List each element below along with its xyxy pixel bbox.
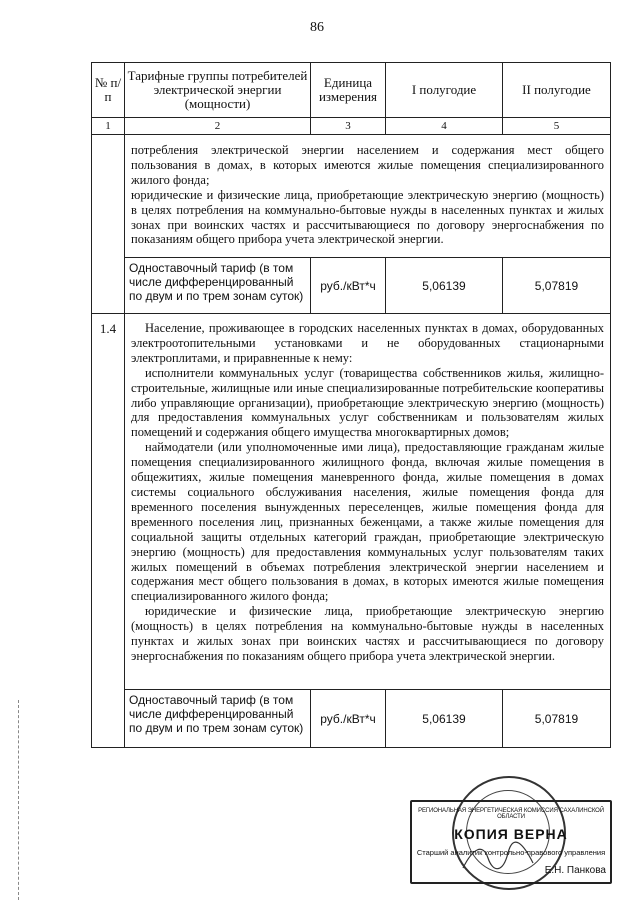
margin-line [18, 700, 19, 900]
cont-row-number [91, 134, 125, 314]
section-1-4-number-cell [91, 313, 125, 748]
cont-tariff-label: Одноставочный тариф (в том числе дифференцированный по двум и по трем зонам суток) [124, 257, 311, 314]
cont-paragraph: потребления электрической энергии населением и содержания мест общего пользования в домах, в которых имеются жилые помещения специализированного жилого фонда; [131, 143, 604, 187]
col-number-2: 2 [124, 117, 311, 135]
section-tariff-label: Одноставочный тариф (в том числе дифференцированный по двум и по трем зонам суток) [124, 689, 311, 748]
stamp-title: КОПИЯ ВЕРНА [454, 826, 568, 842]
page-number: 86 [310, 20, 324, 35]
section-paragraph: юридические и физические лица, приобретающие электрическую энергию (мощность) в целях потребления на коммунально-бытовые нужды в населенных пунктах и жилых зонах при воинских частях и рассчитывающиеся по договору энергоснабжения по показаниям общего прибора учета электрической энергии. [131, 604, 604, 663]
signature-icon [458, 838, 538, 878]
cont-tariff-h1: 5,06139 [385, 257, 503, 314]
section-tariff-unit: руб./кВт*ч [310, 689, 386, 748]
section-tariff-h1: 5,06139 [385, 689, 503, 748]
col-number-3: 3 [310, 117, 386, 135]
col-number-5: 5 [502, 117, 611, 135]
stamp-position: Старший аналитик контрольно-правового управления [416, 848, 606, 857]
col-number-1: 1 [91, 117, 125, 135]
cont-paragraph: юридические и физические лица, приобретающие электрическую энергию (мощность) в целях потребления на коммунально-бытовые нужды в населенных пунктах и жилых зонах при воинских частях и рассчитывающиеся по договору энергоснабжения по показаниям общего прибора учета электрической энергии. [131, 187, 604, 247]
section-paragraph: исполнители коммунальных услуг (товарищества собственников жилья, жилищно-строительные, жилищные или иные специализированные потребительские кооперативы либо управляющие организации), приобретающие электрическую энергию (мощность) для предоставления коммунальных услуг собственникам и пользователям жилых помещений и содержания общего имущества многоквартирных домов; [131, 365, 604, 440]
header-col-tariff-group: Тарифные группы потребителей электрической энергии (мощности) [124, 62, 311, 118]
section-paragraph: Население, проживающее в городских населенных пунктах в домах, оборудованных электроотопительными установками и не оборудованных стационарными электроплитами, и приравненные к нему: [131, 321, 604, 365]
section-tariff-h2: 5,07819 [502, 689, 611, 748]
col-number-4: 4 [385, 117, 503, 135]
cont-text-cell [124, 134, 611, 258]
header-col-number: № п/п [91, 62, 125, 118]
stamp-authority: РЕГИОНАЛЬНАЯ ЭНЕРГЕТИЧЕСКАЯ КОМИССИЯ САХАЛИНСКОЙ ОБЛАСТИ [418, 808, 604, 820]
section-number: 1.4 [99, 321, 117, 336]
cont-tariff-unit: руб./кВт*ч [310, 257, 386, 314]
header-col-unit: Единица измерения [310, 62, 386, 118]
section-paragraph: наймодатели (или уполномоченные ими лица), предоставляющие гражданам жилые помещения специализированного жилищного фонда, включая жилые помещения в общежитиях, жилые помещения маневренного фонда, жилые помещения в домах системы социального обслуживания населения, жилые помещения фонда для временного поселения вынужденных переселенцев, жилые помещения фонда для временного поселения лиц, признанных беженцами, а также жилые помещения для социальной защиты отдельных категорий граждан, приобретающие электрическую энергию (мощность) для предоставления коммунальных услуг пользователям таких жилых помещений в объемах потребления электрической энергии населением и содержания мест общего пользования в домах, в которых имеются жилые помещения специализированного жилого фонда; [131, 440, 604, 604]
header-col-h2: II полугодие [502, 62, 611, 118]
section-1-4-text-cell [124, 313, 611, 690]
tariff-table [91, 62, 611, 748]
stamp-signatory: Е.Н. Панкова [544, 865, 606, 876]
header-col-h1: I полугодие [385, 62, 503, 118]
cont-tariff-h2: 5,07819 [502, 257, 611, 314]
